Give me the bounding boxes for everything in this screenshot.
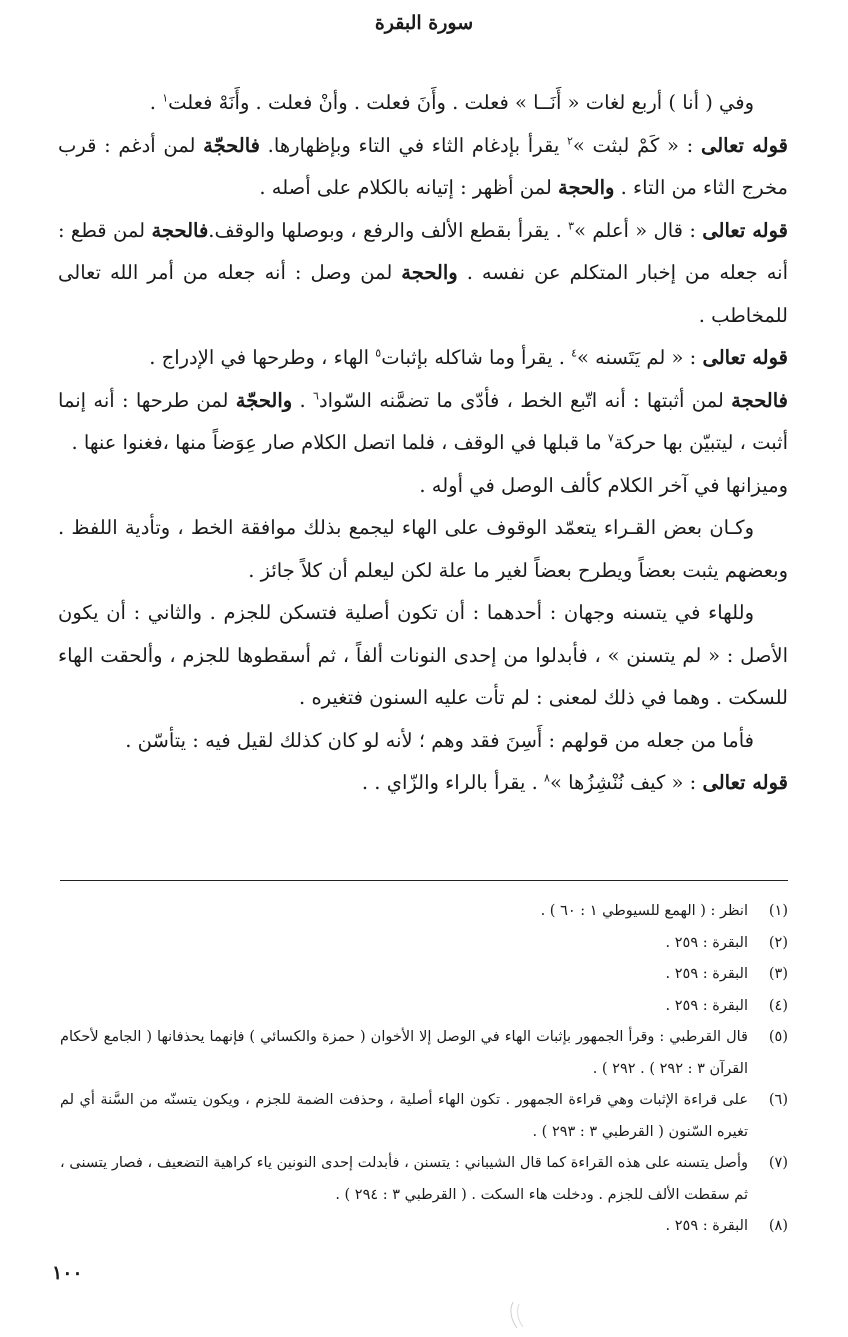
footnote-text: قال القرطبي : وقرأ الجمهور بإثبات الهاء في الوصل إلا الأخوان ( حمزة والكسائي ) فإنهما يحذفانها ( الجامع لأحكام القرآن ٣ : ٢٩٢ ) . ٢٩٢ ) . — [60, 1029, 748, 1077]
footnote-ref: ٢ — [566, 134, 573, 147]
paragraph-alam — [58, 210, 788, 338]
footnote — [60, 1211, 788, 1243]
footnote-divider — [60, 880, 788, 881]
hujja-keyword: والحجة — [401, 261, 458, 284]
text: . يقرأ وما شاكله بإثبات — [381, 346, 572, 369]
text: لمن وصل : أنه جعله من أمر الله تعالى للمخاطب . — [58, 261, 788, 327]
text: ما قبلها في الوقف ، فلما اتصل الكلام صار عِوَضاً منها ،فغنوا عنها . — [71, 431, 608, 454]
text: فأما من جعله من قولهم : أَسِنَ فقد وهم ؛ لأنه لو كان كذلك لقيل فيه : يتأسّن . — [125, 728, 754, 752]
paragraph-nunshizuha — [58, 762, 788, 805]
lead-phrase: قوله تعالى — [700, 133, 788, 157]
paragraph-yatasannah — [58, 337, 788, 380]
lead-phrase: قوله تعالى — [702, 771, 788, 794]
text: يقرأ بإدغام الثاء في التاء وبإظهارها. — [259, 133, 567, 157]
footnote-text: البقرة : ٢٥٩ . — [665, 997, 748, 1014]
text: وفي ( أنا ) أربع لغات « أَنَــا » فعلت . وأَنَ فعلت . وأنْ فعلت . وأَنَهْ فعلت — [168, 91, 754, 114]
footnote — [60, 928, 788, 960]
paragraph-ana — [58, 82, 788, 125]
text: وميزانها في آخر الكلام كألف الوصل في أوله . — [419, 473, 788, 497]
lead-phrase: قوله تعالى — [702, 218, 788, 242]
hujja-keyword: فالحجة — [731, 388, 788, 412]
text: وكـان بعض القـراء يتعمّد الوقوف على الهاء ليجمع بذلك موافقة الخط ، وتأدية اللفظ . وبعضهم يثبت بعضاً ويطرح بعضاً لغير ما علة لكن ليعلم أن كلاً جائز . — [58, 516, 788, 582]
hujja-keyword: والحجّة — [235, 388, 293, 412]
footnote-number: (٧) — [768, 1155, 788, 1171]
footnote — [60, 1085, 788, 1148]
paragraph-qurra — [58, 507, 788, 592]
footnote-ref: ٤ — [571, 346, 578, 360]
paragraph-asina — [58, 720, 788, 763]
footnote-ref: ٦ — [313, 389, 319, 402]
main-text — [58, 82, 788, 805]
text: : « كَمْ لبثت » — [572, 133, 701, 157]
text: الهاء ، وطرحها في الإدراج . — [149, 346, 376, 369]
running-header: سورة البقرة — [374, 12, 474, 34]
footnote-text: على قراءة الإثبات وهي قراءة الجمهور . تكون الهاء أصلية ، وحذفت الضمة للجزم ، ويكون يتسنّه من السَّنة أي لم تغيره السّنون ( القرطبي ٣ : ٢٩٣ ) . — [60, 1092, 748, 1140]
footnote — [60, 1148, 788, 1211]
text: لمن أظهر : إتيانه بالكلام على أصله . — [259, 176, 559, 199]
text: لمن أدغم : قرب مخرج الثاء من التاء . — [58, 133, 788, 199]
hujja-keyword: والحجة — [558, 176, 615, 199]
paragraph-kam-labithta — [58, 125, 788, 210]
footnote-number: (٣) — [768, 966, 788, 982]
footnote-text: وأصل يتسنه على هذه القراءة كما قال الشيباني : يتسنن ، فأبدلت إحدى النونين ياء كراهية التضعيف ، فصار يتسنى ، ثم سقطت الألف للجزم . ودخلت هاء السكت . ( القرطبي ٣ : ٢٩٤ ) . — [60, 1155, 748, 1203]
footnotes — [60, 896, 788, 1243]
footnote-number: (٨) — [768, 1218, 788, 1234]
text: : قال « أعلم » — [574, 218, 703, 242]
paragraph-wajhan — [58, 592, 788, 720]
text: لمن أثبتها : أنه اتّبع الخط ، فأدّى ما تضمَّنه السّواد — [318, 388, 732, 412]
hujja-keyword: فالحجّة — [203, 133, 260, 157]
footnote-number: (١) — [768, 903, 788, 919]
lead-phrase: قوله تعالى — [702, 346, 788, 369]
text: . — [292, 388, 314, 412]
footnote — [60, 1022, 788, 1085]
footnote-ref: ٧ — [607, 431, 614, 445]
footnote-number: (٦) — [768, 1092, 788, 1108]
text: . يقرأ بقطع الألف والرفع ، وبوصلها والوقف. — [208, 218, 569, 242]
footnote-ref: ٨ — [544, 771, 550, 785]
text: وللهاء في يتسنه وجهان : أحدهما : أن تكون أصلية فتسكن للجزم . والثاني : أن يكون الأصل : « لم يتسنن » ، فأبدلوا من إحدى النونات ألفاً ، ثم أسقطوها للجزم ، وألحقت الهاء للسكت . وهما في ذلك لمعنى : لم تأت عليه السنون فتغيره . — [58, 601, 788, 709]
footnote-ref: ٣ — [568, 219, 575, 232]
paragraph-hujja-ithbat — [58, 380, 788, 465]
footnote-ref: ١ — [162, 91, 169, 105]
footnote — [60, 991, 788, 1023]
paragraph-mizan — [58, 465, 788, 508]
text: . يقرأ بالراء والزّاي . . — [361, 771, 545, 794]
footnote — [60, 896, 788, 928]
page-number: ١٠٠ — [52, 1262, 83, 1284]
text: لمن قطع : أنه جعله من إخبار المتكلم عن نفسه . — [58, 218, 788, 284]
text: : « كيف نُنْشِزُها » — [549, 771, 703, 794]
footnote-number: (٥) — [768, 1029, 788, 1045]
text: : « لم يَتَسنه » — [577, 346, 703, 369]
text: . — [149, 91, 163, 114]
scan-artifact-mark — [505, 1300, 535, 1330]
footnote — [60, 959, 788, 991]
footnote-text: البقرة : ٢٥٩ . — [665, 934, 748, 951]
footnote-text: البقرة : ٢٥٩ . — [665, 1218, 748, 1234]
footnote-number: (٤) — [768, 997, 788, 1014]
footnote-text: البقرة : ٢٥٩ . — [665, 966, 748, 982]
text: لمن طرحها : أنه إنما أثبت ، ليتبيّن بها حركة — [58, 388, 788, 454]
footnote-ref: ٥ — [375, 346, 382, 360]
footnote-number: (٢) — [768, 934, 788, 951]
hujja-keyword: فالحجة — [151, 218, 209, 242]
footnote-text: انظر : ( الهمع للسيوطي ١ : ٦٠ ) . — [540, 903, 748, 919]
